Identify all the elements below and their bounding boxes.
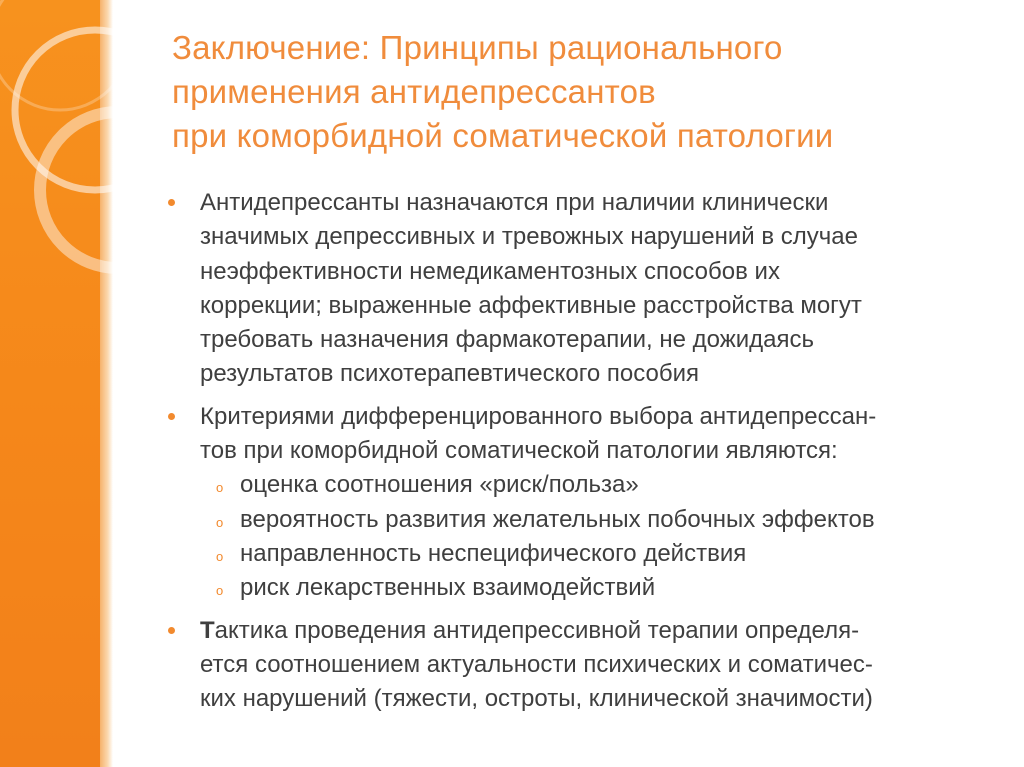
- bullet-line: значимых депрессивных и тревожных нарушений в случае: [200, 223, 858, 251]
- hollow-circle-bullet-icon: o: [216, 548, 224, 564]
- bullet-text: [200, 400, 1008, 469]
- bullet-line: ких нарушений (тяжести, остроты, клинической значимости): [200, 685, 873, 713]
- sub-item-text: направленность неспецифического действия: [240, 539, 747, 567]
- hollow-circle-bullet-icon: o: [216, 480, 224, 496]
- sub-list-item: [168, 503, 1008, 537]
- hollow-circle-bullet-icon: o: [216, 514, 224, 530]
- bullet-line: неэффективности немедикаментозных способов их: [200, 257, 780, 285]
- bullet-dot-icon: [168, 199, 175, 206]
- bullet-line: коррекции; выраженные аффективные расстройства могут: [200, 291, 862, 319]
- slide-title-line-1: Заключение: Принципы рационального: [172, 29, 783, 66]
- slide-title-line-2: применения антидепрессантов: [172, 73, 656, 110]
- sub-list-item: [168, 537, 1008, 571]
- bullet-line: Критериями дифференцированного выбора антидепрессан-: [200, 402, 877, 430]
- bullet-text: [200, 186, 1008, 392]
- sub-item-text: оценка соотношения «риск/польза»: [240, 471, 639, 499]
- bullet-text: [200, 614, 1008, 717]
- bullet-line: ется соотношением актуальности психических и соматичес-: [200, 650, 873, 678]
- bullet-dot-icon: [168, 627, 175, 634]
- hollow-circle-bullet-icon: o: [216, 583, 224, 599]
- sub-list-item: [168, 571, 1008, 605]
- slide-title-line-3: при коморбидной соматической патологии: [172, 117, 834, 154]
- slide-title: [172, 26, 992, 158]
- bullet-line: Антидепрессанты назначаются при наличии клинически: [200, 189, 829, 216]
- bold-first-letter: Т: [200, 616, 215, 644]
- bullet-line: тов при коморбидной соматической патологии являются:: [200, 437, 838, 465]
- bullet-line: результатов психотерапевтического пособия: [200, 360, 700, 388]
- sub-item-text: риск лекарственных взаимодействий: [240, 574, 656, 602]
- bullet-item-indications: [168, 186, 1008, 392]
- bullet-item-tactics: [168, 614, 1008, 717]
- sub-item-text: вероятность развития желательных побочных эффектов: [240, 505, 875, 533]
- bullet-item-criteria: [168, 400, 1008, 469]
- sub-list-item: [168, 468, 1008, 502]
- slide-content: [168, 186, 1008, 724]
- bullet-line: [200, 614, 1008, 648]
- bullet-line: требовать назначения фармакотерапии, не дожидаясь: [200, 326, 815, 354]
- bullet-dot-icon: [168, 413, 175, 420]
- bullet-line-rest: актика проведения антидепрессивной терапии определя-: [214, 616, 860, 644]
- criteria-sub-list: [168, 468, 1008, 605]
